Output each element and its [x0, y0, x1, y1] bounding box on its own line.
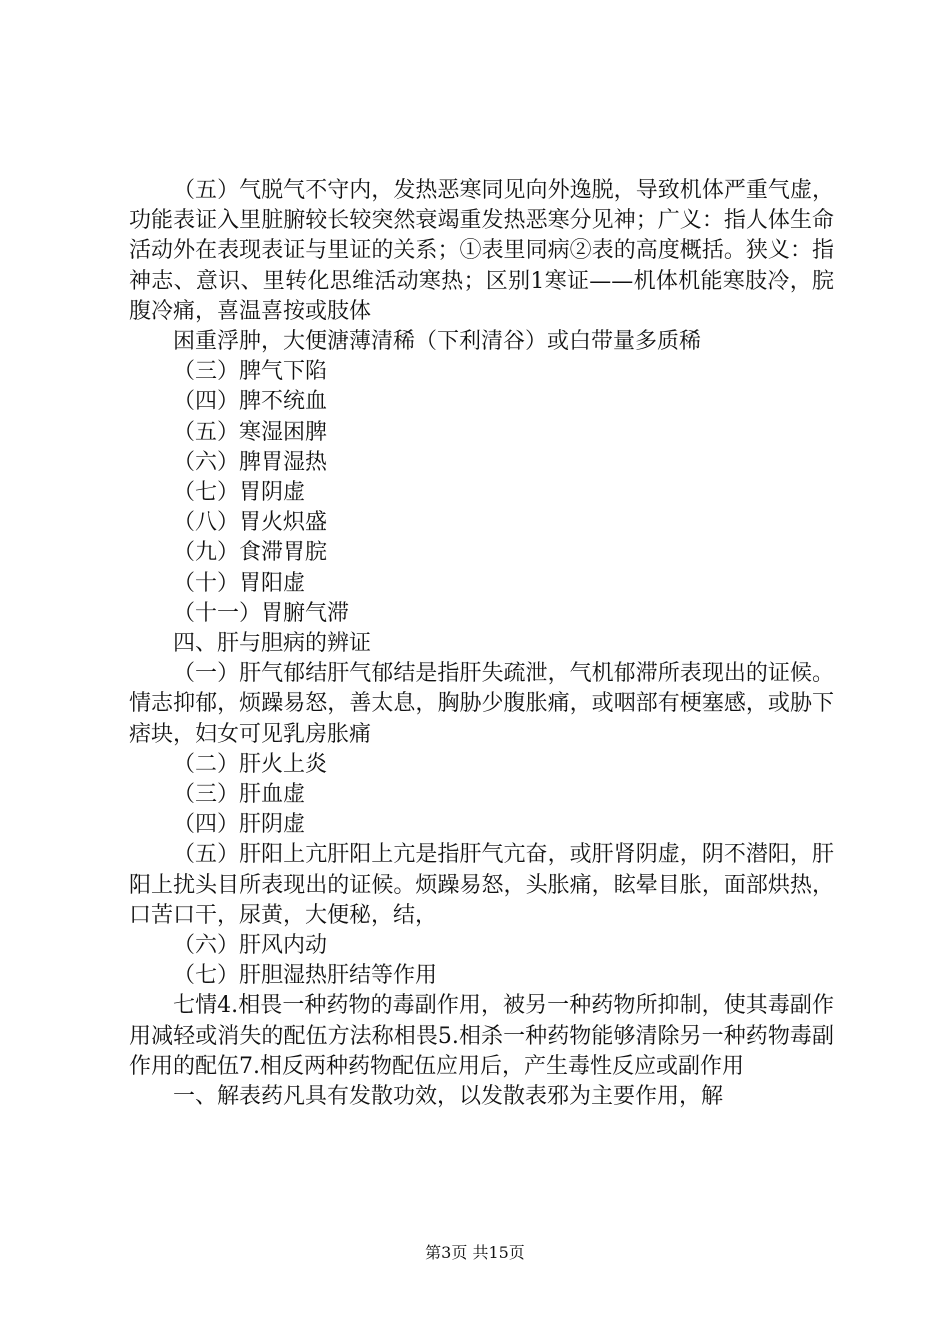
paragraph: （十）胃阳虚 — [173, 570, 306, 596]
document-body — [129, 176, 834, 1112]
paragraph: 四、肝与胆病的辨证 — [173, 631, 372, 657]
paragraph: （五）气脱气不守内，发热恶寒同见向外逸脱，导致机体严重气虚，功能表证入里脏腑较长较突然衰竭重发热恶寒分见神；广义：指人体生命活动外在表现表证与里证的关系；①表里同病②表的高度概括。狭义：指神志、意识、里转化思维活动寒热；区别1寒证——机体机能寒肢冷，脘腹冷痛，喜温喜按或肢体 — [129, 178, 834, 324]
paragraph: （五）肝阳上亢肝阳上亢是指肝气亢奋，或肝肾阴虚，阴不潜阳，肝阳上扰头目所表现出的证候。烦躁易怒，头胀痛，眩晕目胀，面部烘热，口苦口干，尿黄，大便秘，结， — [129, 842, 834, 928]
paragraph: （八）胃火炽盛 — [173, 510, 328, 536]
paragraph: 困重浮肿，大便溏薄清稀（下利清谷）或白带量多质稀 — [173, 329, 702, 355]
paragraph: （六）脾胃湿热 — [173, 449, 328, 475]
paragraph: （二）肝火上炎 — [173, 751, 328, 777]
paragraph: （九）食滞胃脘 — [173, 540, 328, 566]
paragraph: （七）胃阴虚 — [173, 480, 306, 506]
paragraph: （六）肝风内动 — [173, 933, 328, 959]
paragraph: （三）脾气下陷 — [173, 359, 328, 385]
paragraph: （十一）胃腑气滞 — [173, 600, 350, 626]
paragraph: （四）脾不统血 — [173, 389, 328, 415]
page-footer: 第3页 共15页 — [425, 1243, 525, 1262]
paragraph: （五）寒湿困脾 — [173, 419, 328, 445]
paragraph: （七）肝胆湿热肝结等作用 — [173, 963, 438, 989]
paragraph: 七情4.相畏一种药物的毒副作用，被另一种药物所抑制，使其毒副作用减轻或消失的配伍方法称相畏5.相杀一种药物能够清除另一种药物毒副作用的配伍7.相反两种药物配伍应用后，产生毒性反应或副作用 — [129, 993, 834, 1079]
paragraph: 一、解表药凡具有发散功效，以发散表邪为主要作用，解 — [173, 1084, 724, 1110]
paragraph: （一）肝气郁结肝气郁结是指肝失疏泄，气机郁滞所表现出的证候。情志抑郁，烦躁易怒，善太息，胸胁少腹胀痛，或咽部有梗塞感，或胁下痞块，妇女可见乳房胀痛 — [129, 661, 834, 747]
paragraph: （三）肝血虚 — [173, 782, 306, 808]
paragraph: （四）肝阴虚 — [173, 812, 306, 838]
